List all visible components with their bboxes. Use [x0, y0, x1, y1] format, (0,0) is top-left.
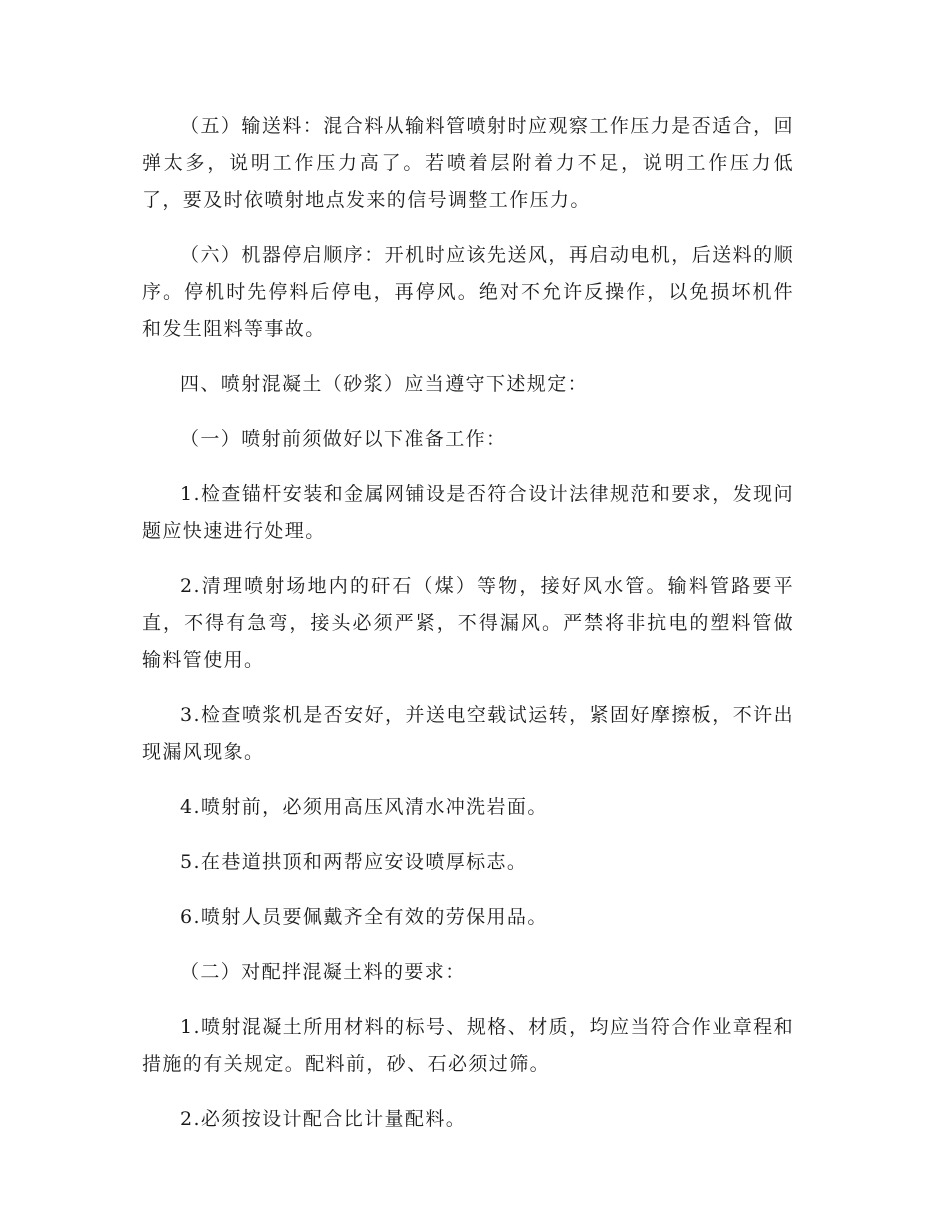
paragraph-feeding: （五）输送料：混合料从输料管喷射时应观察工作压力是否适合，回弹太多，说明工作压力高了。若喷着层附着力不足，说明工作压力低了，要及时依喷射地点发来的信号调整工作压力。	[142, 115, 794, 211]
list-item-4: 4.喷射前，必须用高压风清水冲洗岩面。	[180, 796, 548, 818]
list-item-5: 5.在巷道拱顶和两帮应安设喷厚标志。	[180, 851, 528, 873]
list-item-3: 3.检查喷浆机是否安好，并送电空载试运转，紧固好摩擦板，不许出现漏风现象。	[142, 704, 794, 763]
list-item-1: 1.检查锚杆安装和金属网铺设是否符合设计法律规范和要求，发现问题应快速进行处理。	[142, 483, 794, 542]
list-item-2-proportioning: 2.必须按设计配合比计量配料。	[180, 1108, 467, 1130]
subsection-heading-preparation: （一）喷射前须做好以下准备工作：	[180, 428, 507, 450]
section-heading-shotcrete-rules: 四、喷射混凝土（砂浆）应当遵守下述规定：	[180, 373, 589, 395]
list-item-2: 2.清理喷射场地内的矸石（煤）等物，接好风水管。输料管路要平直，不得有急弯，接头必须严紧，不得漏风。严禁将非抗电的塑料管做输料管使用。	[142, 575, 794, 671]
document-body	[142, 108, 794, 1156]
paragraph-machine-start-stop: （六）机器停启顺序：开机时应该先送风，再启动电机，后送料的顺序。停机时先停料后停电，再停风。绝对不允许反操作，以免损坏机件和发生阻料等事故。	[142, 244, 794, 340]
subsection-heading-mixing-requirements: （二）对配拌混凝土料的要求：	[180, 961, 466, 983]
list-item-6: 6.喷射人员要佩戴齐全有效的劳保用品。	[180, 906, 548, 928]
list-item-1-materials: 1.喷射混凝土所用材料的标号、规格、材质，均应当符合作业章程和措施的有关规定。配料前，砂、石必须过筛。	[142, 1016, 794, 1075]
